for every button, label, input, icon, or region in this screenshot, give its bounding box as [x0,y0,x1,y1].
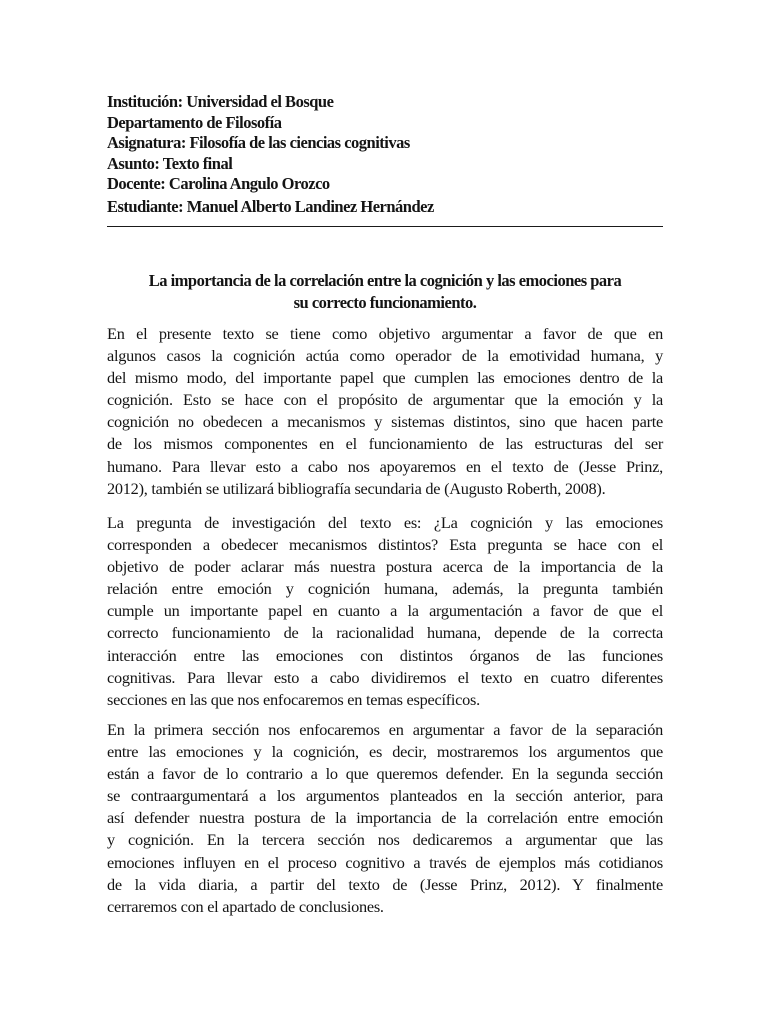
header-estudiante: Estudiante: Manuel Alberto Landinez Hernández [107,196,434,216]
header-asunto: Asunto: Texto final [107,153,233,173]
paragraph-line: secciones en las que nos enfocaremos en temas específicos. [107,689,480,709]
paragraph-line: de los mismos componentes en el funcionamiento de las estructuras del ser [107,434,663,454]
paragraph-line: algunos casos la cognición actúa como operador de la emotividad humana, y [107,346,663,366]
header-asignatura: Asignatura: Filosofía de las ciencias cognitivas [107,133,410,153]
document-title [107,270,663,313]
paragraph-line: correcto funcionamiento de la racionalidad humana, depende de la correcta [107,623,663,643]
paragraph-objetivo [107,323,663,500]
header-departamento: Departamento de Filosofía [107,112,282,132]
paragraph-secciones [107,719,663,918]
paragraph-line: están a favor de lo contrario a lo que queremos defender. En la segunda sección [107,764,663,784]
paragraph-pregunta [107,512,663,711]
header-divider [107,226,663,227]
paragraph-line: cumple un importante papel en cuanto a la argumentación a favor de que el [107,601,663,621]
paragraph-line: así defender nuestra postura de la importancia de la correlación entre emoción [107,808,663,828]
paragraph-line: relación entre emoción y cognición humana, además, la pregunta también [107,579,663,599]
paragraph-line: cognición. Esto se hace con el propósito de argumentar que la emoción y la [107,390,663,410]
paragraph-line: cognición no obedecen a mecanismos y sistemas distintos, sino que hacen parte [107,412,663,432]
paragraph-line: del mismo modo, del importante papel que cumplen las emociones dentro de la [107,368,663,388]
paragraph-line: cerraremos con el apartado de conclusiones. [107,896,384,916]
paragraph-line: En el presente texto se tiene como objetivo argumentar a favor de que en [107,324,663,343]
paragraph-line: La pregunta de investigación del texto es: ¿La cognición y las emociones [107,513,663,532]
paragraph-line: objetivo de poder aclarar más nuestra postura acerca de la importancia de la [107,557,663,577]
document-header [107,92,663,218]
paragraph-line: emociones influyen en el proceso cognitivo a través de ejemplos más cotidianos [107,852,663,872]
paragraph-line: En la primera sección nos enfocaremos en argumentar a favor de la separación [107,720,663,739]
paragraph-line: corresponden a obedecer mecanismos distintos? Esta pregunta se hace con el [107,535,663,555]
document-title-line: La importancia de la correlación entre la cognición y las emociones para [148,271,622,290]
paragraph-line: de la vida diaria, a partir del texto de (Jesse Prinz, 2012). Y finalmente [107,874,663,894]
paragraph-line: y cognición. En la tercera sección nos dedicaremos a argumentar que las [107,830,663,850]
header-institucion: Institución: Universidad el Bosque [107,92,334,111]
paragraph-line: entre las emociones y la cognición, es decir, mostraremos los argumentos que [107,742,663,762]
header-docente: Docente: Carolina Angulo Orozco [107,174,330,194]
paragraph-line: humano. Para llevar esto a cabo nos apoyaremos en el texto de (Jesse Prinz, [107,456,663,476]
paragraph-line: se contraargumentará a los argumentos planteados en la sección anterior, para [107,786,663,806]
paragraph-line: cognitivas. Para llevar esto a cabo dividiremos el texto en cuatro diferentes [107,667,663,687]
paragraph-line: 2012), también se utilizará bibliografía secundaria de (Augusto Roberth, 2008). [107,478,606,498]
paragraph-line: interacción entre las emociones con distintos órganos de las funciones [107,645,663,665]
document-title-line: su correcto funcionamiento. [293,292,477,312]
